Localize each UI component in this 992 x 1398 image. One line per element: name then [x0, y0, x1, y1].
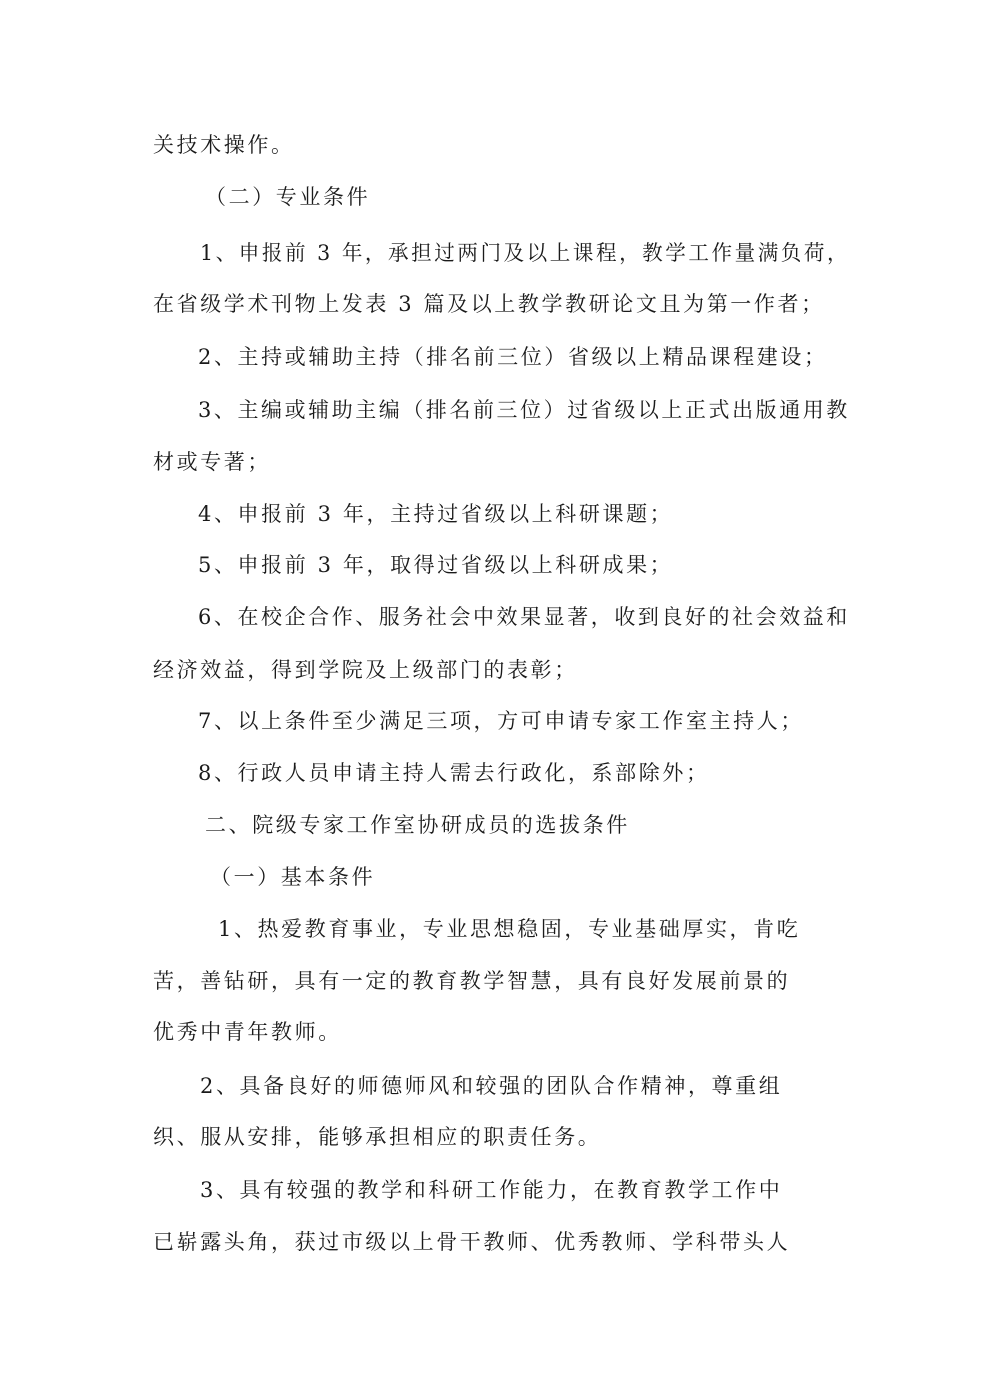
text-line: 优秀中青年教师。 — [153, 1020, 342, 1044]
text-line: 织、服从安排，能够承担相应的职责任务。 — [153, 1125, 602, 1149]
section-heading: （一）基本条件 — [210, 865, 376, 889]
text-line: 经济效益，得到学院及上级部门的表彰； — [153, 658, 578, 682]
text-line: 5、申报前 3 年，取得过省级以上科研成果； — [198, 553, 674, 577]
section-heading: 二、院级专家工作室协研成员的选拔条件 — [205, 813, 630, 837]
text-line: 材或专著； — [153, 450, 271, 474]
text-line: 2、主持或辅助主持（排名前三位）省级以上精品课程建设； — [198, 345, 828, 369]
text-line: 在省级学术刊物上发表 3 篇及以上教学教研论文且为第一作者； — [153, 292, 825, 316]
text-line: 关技术操作。 — [153, 133, 295, 157]
text-line: 6、在校企合作、服务社会中效果显著，收到良好的社会效益和 — [198, 605, 850, 629]
text-line: 3、具有较强的教学和科研工作能力，在教育教学工作中 — [200, 1178, 783, 1202]
text-line: 1、热爱教育事业，专业思想稳固，专业基础厚实，肯吃 — [218, 917, 801, 941]
text-line: 2、具备良好的师德师风和较强的团队合作精神，尊重组 — [200, 1074, 783, 1098]
text-line: 3、主编或辅助主编（排名前三位）过省级以上正式出版通用教 — [198, 398, 850, 422]
section-heading: （二）专业条件 — [205, 185, 371, 209]
text-line: 1、申报前 3 年，承担过两门及以上课程，教学工作量满负荷， — [200, 241, 851, 265]
text-line: 8、行政人员申请主持人需去行政化，系部除外； — [198, 761, 710, 785]
text-line: 已崭露头角，获过市级以上骨干教师、优秀教师、学科带头人 — [153, 1230, 791, 1254]
text-line: 7、以上条件至少满足三项，方可申请专家工作室主持人； — [198, 709, 804, 733]
text-line: 苦，善钻研，具有一定的教育教学智慧，具有良好发展前景的 — [153, 969, 791, 993]
text-line: 4、申报前 3 年，主持过省级以上科研课题； — [198, 502, 674, 526]
